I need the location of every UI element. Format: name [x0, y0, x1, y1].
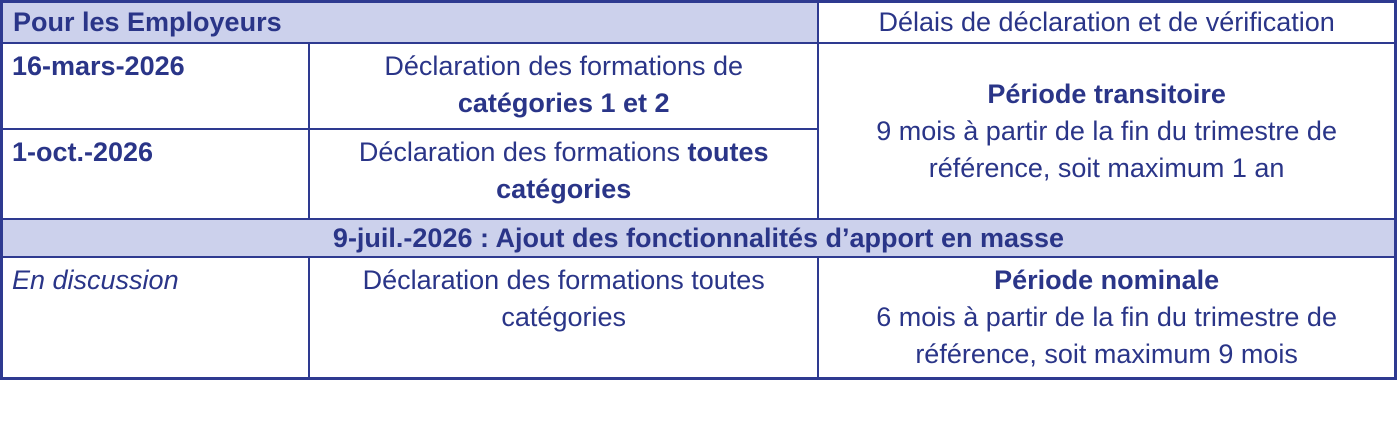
table-header-row	[2, 2, 1396, 44]
desc-text-normal: Déclaration des formations de	[384, 51, 744, 81]
desc-line: Déclaration des formations toutes	[362, 265, 765, 295]
desc-line	[320, 85, 807, 122]
date-cell-en-discussion: En discussion	[2, 257, 310, 379]
milestone-band-row	[2, 219, 1396, 257]
period-title: Période transitoire	[987, 78, 1226, 109]
header-cell-delais-declaration-verification: Délais de déclaration et de vérification	[818, 2, 1395, 44]
period-cell-nominale	[818, 257, 1395, 379]
period-text-line: référence, soit maximum 9 mois	[915, 339, 1298, 369]
desc-cell-categories-1-et-2	[309, 43, 818, 129]
desc-cell-toutes-categories	[309, 129, 818, 219]
desc-text-bold: catégories 1 et 2	[457, 88, 670, 118]
period-text-line: référence, soit maximum 1 an	[928, 152, 1285, 183]
desc-line	[320, 171, 807, 208]
period-text-line: 6 mois à partir de la fin du trimestre de	[876, 302, 1337, 332]
table-row-16-mars-2026	[2, 43, 1396, 129]
table-row-en-discussion	[2, 257, 1396, 379]
date-cell-16-mars-2026: 16-mars-2026	[2, 43, 310, 129]
date-cell-1-oct-2026: 1-oct.-2026	[2, 129, 310, 219]
desc-cell-toutes-categories-nominale	[309, 257, 818, 379]
period-text-line: 9 mois à partir de la fin du trimestre de	[876, 115, 1337, 146]
header-cell-pour-les-employeurs: Pour les Employeurs	[2, 2, 819, 44]
desc-text-bold: catégories	[496, 174, 632, 204]
milestone-band-cell: 9-juil.-2026 : Ajout des fonctionnalités d’apport en masse	[2, 219, 1396, 257]
period-cell-transitoire	[818, 43, 1395, 219]
desc-line	[320, 134, 807, 171]
period-title: Période nominale	[994, 265, 1220, 295]
desc-text-bold: toutes	[687, 137, 769, 167]
desc-line: catégories	[501, 302, 626, 332]
desc-text-normal: Déclaration des formations	[358, 137, 681, 167]
desc-line	[320, 48, 807, 85]
